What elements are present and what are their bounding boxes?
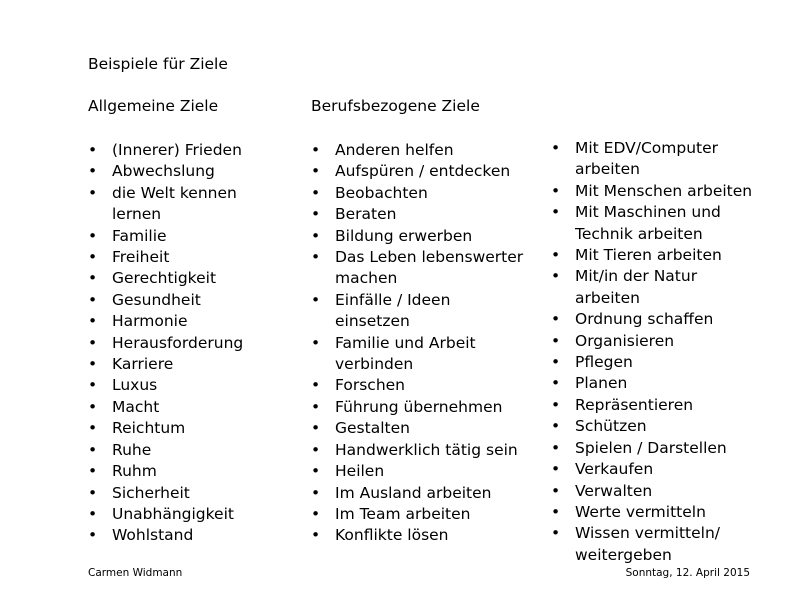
bullet-icon: • — [551, 310, 561, 329]
list-item-text: Pflegen — [575, 353, 633, 372]
list-item — [551, 502, 766, 523]
bullet-icon: • — [311, 419, 321, 438]
list-item — [551, 438, 766, 459]
list-item-text: Im Ausland arbeiten — [335, 483, 492, 502]
bullet-icon: • — [311, 205, 321, 224]
list-item-text: Repräsentieren — [575, 395, 694, 414]
list-item — [551, 352, 766, 373]
list-item — [88, 440, 288, 461]
list-item — [311, 375, 526, 396]
bullet-icon: • — [551, 417, 561, 436]
bullet-icon: • — [88, 248, 98, 267]
list-item-text: Verkaufen — [575, 460, 654, 479]
bullet-icon: • — [311, 440, 321, 459]
bullet-icon: • — [311, 376, 321, 395]
footer-date: Sonntag, 12. April 2015 — [625, 567, 750, 579]
bullet-icon: • — [311, 248, 321, 267]
bullet-icon: • — [551, 438, 561, 457]
list-item-text: Karriere — [112, 355, 174, 374]
bullet-icon: • — [551, 181, 561, 200]
job-goals-list-continued — [551, 138, 766, 566]
bullet-icon: • — [311, 504, 321, 523]
list-item-text: Gerechtigkeit — [112, 269, 217, 288]
list-item — [551, 416, 766, 437]
list-item-text: Ruhe — [112, 440, 152, 459]
list-item-text: Mit Tieren arbeiten — [575, 246, 722, 265]
bullet-icon: • — [551, 524, 561, 543]
bullet-icon: • — [88, 504, 98, 523]
bullet-icon: • — [88, 440, 98, 459]
bullet-icon: • — [88, 376, 98, 395]
list-item-text: Beobachten — [335, 183, 428, 202]
list-item — [311, 397, 526, 418]
list-item-text: Mit EDV/Computer arbeiten — [575, 139, 719, 179]
list-item — [311, 461, 526, 482]
list-item-text: Luxus — [112, 376, 158, 395]
bullet-icon: • — [311, 526, 321, 545]
list-item-text: Gestalten — [335, 419, 410, 438]
list-item-text: Führung übernehmen — [335, 397, 503, 416]
bullet-icon: • — [311, 226, 321, 245]
list-item — [311, 247, 526, 290]
list-item-text: Bildung erwerben — [335, 226, 473, 245]
list-item-text: Konflikte lösen — [335, 526, 449, 545]
list-item — [88, 418, 288, 439]
bullet-icon: • — [551, 139, 561, 157]
bullet-icon: • — [88, 269, 98, 288]
list-item-text: Heilen — [335, 462, 385, 481]
list-item-text: Familie — [112, 226, 167, 245]
list-item — [311, 440, 526, 461]
list-item — [88, 290, 288, 311]
bullet-icon: • — [88, 162, 98, 181]
bullet-icon: • — [88, 183, 98, 202]
list-item-text: Ordnung schaffen — [575, 310, 714, 329]
page-title: Beispiele für Ziele — [88, 55, 228, 73]
list-item — [88, 525, 288, 546]
list-item-text: (Innerer) Frieden — [112, 141, 242, 159]
bullet-icon: • — [551, 395, 561, 414]
bullet-icon: • — [551, 203, 561, 222]
bullet-icon: • — [88, 462, 98, 481]
list-item — [88, 268, 288, 289]
list-item-text: Einfälle / Ideen einsetzen — [335, 290, 451, 331]
list-item — [311, 183, 526, 204]
bullet-icon: • — [311, 397, 321, 416]
job-goals-list — [311, 140, 526, 547]
list-item-text: Mit Maschinen und Technik arbeiten — [575, 203, 721, 243]
list-item-text: Freiheit — [112, 248, 170, 267]
list-item-text: Herausforderung — [112, 333, 244, 352]
bullet-icon: • — [551, 267, 561, 286]
list-item — [311, 333, 526, 376]
list-item — [88, 183, 288, 226]
list-item-text: Wohlstand — [112, 526, 194, 545]
list-item — [551, 481, 766, 502]
job-goals-heading: Berufsbezogene Ziele — [311, 97, 480, 115]
list-item-text: Schützen — [575, 417, 647, 436]
bullet-icon: • — [88, 290, 98, 309]
list-item-text: Verwalten — [575, 481, 653, 500]
list-item — [311, 204, 526, 225]
list-item-text: Macht — [112, 397, 160, 416]
list-item-text: Unabhängigkeit — [112, 504, 234, 523]
list-item — [88, 354, 288, 375]
footer-author: Carmen Widmann — [88, 567, 183, 579]
bullet-icon: • — [551, 331, 561, 350]
bullet-icon: • — [311, 183, 321, 202]
list-item-text: Abwechslung — [112, 162, 215, 181]
list-item-text: Familie und Arbeit verbinden — [335, 333, 476, 374]
list-item — [311, 483, 526, 504]
bullet-icon: • — [551, 374, 561, 393]
bullet-icon: • — [551, 481, 561, 500]
list-item — [88, 504, 288, 525]
list-item — [311, 226, 526, 247]
list-item-text: Wissen vermitteln/ weitergeben — [575, 524, 720, 564]
list-item — [88, 247, 288, 268]
list-item — [551, 395, 766, 416]
list-item-text: Reichtum — [112, 419, 186, 438]
bullet-icon: • — [88, 141, 98, 159]
list-item-text: Mit Menschen arbeiten — [575, 181, 753, 200]
list-item — [88, 397, 288, 418]
list-item — [311, 161, 526, 182]
bullet-icon: • — [551, 246, 561, 265]
list-item — [88, 375, 288, 396]
bullet-icon: • — [551, 502, 561, 521]
bullet-icon: • — [311, 483, 321, 502]
list-item-text: Forschen — [335, 376, 405, 395]
list-item-text: Handwerklich tätig sein — [335, 440, 518, 459]
list-item — [311, 418, 526, 439]
list-item — [88, 161, 288, 182]
list-item — [88, 226, 288, 247]
list-item — [88, 461, 288, 482]
bullet-icon: • — [311, 333, 321, 352]
list-item-text: Gesundheit — [112, 290, 201, 309]
bullet-icon: • — [88, 483, 98, 502]
list-item — [551, 309, 766, 330]
list-item — [551, 138, 766, 181]
list-item — [88, 333, 288, 354]
list-item-text: die Welt kennen lernen — [112, 183, 237, 224]
list-item-text: Das Leben lebenswerter machen — [335, 248, 524, 288]
list-item — [311, 504, 526, 525]
bullet-icon: • — [88, 355, 98, 374]
list-item — [311, 525, 526, 546]
list-item-text: Spielen / Darstellen — [575, 438, 727, 457]
bullet-icon: • — [311, 462, 321, 481]
list-item-text: Beraten — [335, 205, 397, 224]
general-goals-heading: Allgemeine Ziele — [88, 97, 219, 115]
general-goals-list — [88, 140, 288, 547]
list-item — [551, 181, 766, 202]
bullet-icon: • — [88, 333, 98, 352]
bullet-icon: • — [551, 353, 561, 372]
bullet-icon: • — [88, 397, 98, 416]
list-item-text: Aufspüren / entdecken — [335, 162, 511, 181]
bullet-icon: • — [311, 290, 321, 309]
list-item-text: Harmonie — [112, 312, 188, 331]
list-item-text: Anderen helfen — [335, 141, 454, 159]
list-item-text: Organisieren — [575, 331, 675, 350]
list-item — [551, 202, 766, 245]
list-item-text: Sicherheit — [112, 483, 190, 502]
list-item-text: Ruhm — [112, 462, 157, 481]
list-item — [311, 290, 526, 333]
list-item — [88, 311, 288, 332]
list-item — [551, 331, 766, 352]
bullet-icon: • — [311, 141, 321, 159]
list-item-text: Mit/in der Natur arbeiten — [575, 267, 698, 307]
list-item — [551, 459, 766, 480]
bullet-icon: • — [88, 526, 98, 545]
bullet-icon: • — [88, 226, 98, 245]
bullet-icon: • — [551, 460, 561, 479]
list-item — [551, 266, 766, 309]
list-item — [311, 140, 526, 161]
bullet-icon: • — [88, 312, 98, 331]
list-item-text: Planen — [575, 374, 628, 393]
bullet-icon: • — [88, 419, 98, 438]
list-item — [551, 523, 766, 566]
list-item-text: Im Team arbeiten — [335, 504, 471, 523]
list-item-text: Werte vermitteln — [575, 502, 706, 521]
list-item — [551, 373, 766, 394]
bullet-icon: • — [311, 162, 321, 181]
list-item — [88, 140, 288, 161]
list-item — [88, 483, 288, 504]
list-item — [551, 245, 766, 266]
